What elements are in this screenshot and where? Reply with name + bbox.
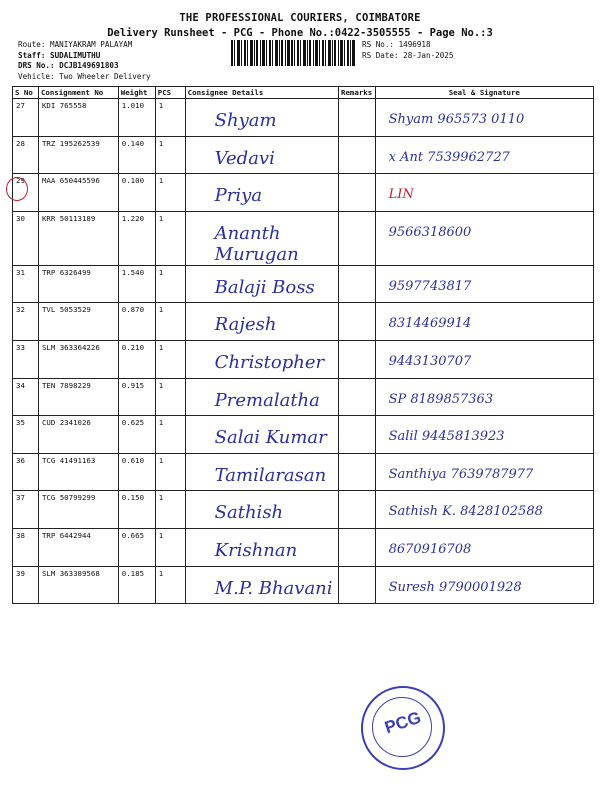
drs-label: DRS No.: DCJB149691803 <box>18 61 119 70</box>
meta-right <box>362 40 453 61</box>
cell-consignment: TRP 6442944 <box>38 528 118 566</box>
cell-sno: 39 <box>13 566 39 604</box>
cell-weight: 0.625 <box>118 416 155 454</box>
pcg-stamp <box>361 686 445 770</box>
cell-consignment: TRZ 195262539 <box>38 136 118 174</box>
cell-weight: 0.100 <box>118 174 155 212</box>
cell-remarks <box>338 211 375 265</box>
table-row <box>13 174 594 212</box>
handwritten-signature: 9443130707 <box>388 353 472 369</box>
cell-sno: 32 <box>13 303 39 341</box>
table-row <box>13 265 594 303</box>
handwritten-consignee: Priya <box>214 185 263 207</box>
cell-signature <box>375 211 593 265</box>
runsheet-title: THE PROFESSIONAL COURIERS, COIMBATORE <box>179 12 421 24</box>
cell-consignee <box>185 303 338 341</box>
cell-pcs: 1 <box>155 174 185 212</box>
route-label: Route: MANIYAKRAM PALAYAM <box>18 40 133 49</box>
handwritten-signature: Suresh 9790001928 <box>388 579 522 595</box>
table-row <box>13 453 594 491</box>
table-row <box>13 528 594 566</box>
cell-weight: 0.210 <box>118 340 155 378</box>
cell-remarks <box>338 136 375 174</box>
cell-signature <box>375 303 593 341</box>
table-row <box>13 340 594 378</box>
meta-left <box>18 40 151 82</box>
handwritten-consignee: Krishnan <box>214 539 298 561</box>
cell-pcs: 1 <box>155 99 185 137</box>
cell-signature <box>375 340 593 378</box>
barcode <box>231 40 356 66</box>
cell-consignment: KRR 50113189 <box>38 211 118 265</box>
handwritten-signature: Sathish K. 8428102588 <box>388 504 543 520</box>
handwritten-signature: Shyam 965573 0110 <box>388 112 525 127</box>
cell-consignee <box>185 99 338 137</box>
cell-signature <box>375 416 593 454</box>
cell-sno: 29 <box>13 174 39 212</box>
rs-number: RS No.: 1496918 <box>362 40 431 49</box>
cell-remarks <box>338 303 375 341</box>
cell-remarks <box>338 528 375 566</box>
table-row <box>13 416 594 454</box>
cell-consignee <box>185 174 338 212</box>
cell-weight: 0.915 <box>118 378 155 416</box>
cell-pcs: 1 <box>155 136 185 174</box>
handwritten-consignee: Ananth Murugan <box>214 222 299 265</box>
cell-consignee <box>185 528 338 566</box>
col-pcs: PCS <box>155 87 185 99</box>
cell-sno: 27 <box>13 99 39 137</box>
cell-consignment: SLM 363389568 <box>38 566 118 604</box>
cell-consignee <box>185 416 338 454</box>
col-signature: Seal & Signature <box>375 87 593 99</box>
rs-date: RS Date: 28-Jan-2025 <box>362 50 454 60</box>
cell-signature <box>375 265 593 303</box>
cell-pcs: 1 <box>155 453 185 491</box>
cell-pcs: 1 <box>155 265 185 303</box>
cell-consignment: SLM 363364226 <box>38 340 118 378</box>
handwritten-consignee: M.P. Bhavani <box>214 577 333 599</box>
table-row <box>13 303 594 341</box>
handwritten-signature: LIN <box>388 187 414 203</box>
handwritten-consignee: Rajesh <box>214 314 277 336</box>
table-header-row <box>13 87 594 99</box>
cell-remarks <box>338 265 375 303</box>
cell-weight: 0.185 <box>118 566 155 604</box>
cell-weight: 0.150 <box>118 491 155 529</box>
cell-sno: 36 <box>13 453 39 491</box>
cell-consignment: TRP 6326499 <box>38 265 118 303</box>
handwritten-signature: 9566318600 <box>388 224 472 240</box>
cell-remarks <box>338 453 375 491</box>
cell-signature <box>375 136 593 174</box>
cell-sno: 37 <box>13 491 39 529</box>
handwritten-consignee: Christopher <box>214 351 325 373</box>
stamp-text: PCG <box>382 707 424 738</box>
cell-consignee <box>185 340 338 378</box>
cell-consignee <box>185 265 338 303</box>
handwritten-consignee: Balaji Boss <box>214 276 315 298</box>
col-remarks: Remarks <box>338 87 375 99</box>
cell-signature <box>375 174 593 212</box>
cell-pcs: 1 <box>155 566 185 604</box>
table-row <box>13 99 594 137</box>
cell-remarks <box>338 174 375 212</box>
cell-consignment: CUD 2341026 <box>38 416 118 454</box>
runsheet-subtitle: Delivery Runsheet - PCG - Phone No.:0422-3505555 - Page No.:3 <box>107 27 493 39</box>
cell-remarks <box>338 99 375 137</box>
runsheet-table <box>12 86 594 604</box>
cell-pcs: 1 <box>155 303 185 341</box>
cell-pcs: 1 <box>155 211 185 265</box>
cell-consignment: MAA 650445596 <box>38 174 118 212</box>
cell-signature <box>375 99 593 137</box>
cell-remarks <box>338 416 375 454</box>
cell-consignee <box>185 491 338 529</box>
handwritten-signature: 9597743817 <box>388 278 472 294</box>
cell-consignee <box>185 211 338 265</box>
col-consignee: Consignee Details <box>185 87 338 99</box>
cell-sno: 38 <box>13 528 39 566</box>
vehicle-label: Vehicle: Two Wheeler Delivery <box>18 71 151 81</box>
col-weight: Weight <box>118 87 155 99</box>
handwritten-consignee: Shyam <box>214 110 277 131</box>
cell-signature <box>375 453 593 491</box>
handwritten-consignee: Vedavi <box>214 147 275 169</box>
cell-consignee <box>185 378 338 416</box>
table-row <box>13 566 594 604</box>
cell-remarks <box>338 378 375 416</box>
cell-weight: 1.010 <box>118 99 155 137</box>
cell-consignment: TVL 5053529 <box>38 303 118 341</box>
cell-pcs: 1 <box>155 378 185 416</box>
cell-consignee <box>185 136 338 174</box>
cell-signature <box>375 491 593 529</box>
cell-consignee <box>185 566 338 604</box>
cell-sno: 35 <box>13 416 39 454</box>
col-sno: S No <box>13 87 39 99</box>
table-row <box>13 136 594 174</box>
cell-weight: 0.665 <box>118 528 155 566</box>
table-row <box>13 378 594 416</box>
cell-sno: 30 <box>13 211 39 265</box>
col-consignment: Consignment No <box>38 87 118 99</box>
cell-consignment: TCG 50799299 <box>38 491 118 529</box>
handwritten-consignee: Salai Kumar <box>214 427 327 449</box>
cell-pcs: 1 <box>155 340 185 378</box>
cell-weight: 1.220 <box>118 211 155 265</box>
cell-signature <box>375 378 593 416</box>
red-circle-mark <box>6 177 28 201</box>
staff-label: Staff: SUDALIMUTHU <box>18 50 101 60</box>
handwritten-consignee: Sathish <box>214 502 284 524</box>
handwritten-signature: x Ant 7539962727 <box>388 149 510 165</box>
cell-remarks <box>338 491 375 529</box>
cell-sno: 28 <box>13 136 39 174</box>
cell-consignee <box>185 453 338 491</box>
handwritten-signature: SP 8189857363 <box>388 391 494 407</box>
cell-weight: 0.610 <box>118 453 155 491</box>
table-row <box>13 491 594 529</box>
cell-consignment: TEN 7898229 <box>38 378 118 416</box>
cell-pcs: 1 <box>155 416 185 454</box>
cell-remarks <box>338 340 375 378</box>
cell-signature <box>375 566 593 604</box>
cell-pcs: 1 <box>155 491 185 529</box>
cell-sno: 31 <box>13 265 39 303</box>
cell-consignment: TCG 41491163 <box>38 453 118 491</box>
handwritten-consignee: Tamilarasan <box>214 464 327 486</box>
cell-signature <box>375 528 593 566</box>
handwritten-signature: 8670916708 <box>388 541 472 557</box>
cell-remarks <box>338 566 375 604</box>
cell-weight: 0.140 <box>118 136 155 174</box>
cell-sno: 33 <box>13 340 39 378</box>
cell-consignment: KDI 765558 <box>38 99 118 137</box>
handwritten-signature: Santhiya 7639787977 <box>388 466 534 482</box>
cell-pcs: 1 <box>155 528 185 566</box>
handwritten-signature: 8314469914 <box>388 316 472 332</box>
table-row <box>13 211 594 265</box>
handwritten-consignee: Premalatha <box>214 389 320 411</box>
cell-weight: 1.540 <box>118 265 155 303</box>
handwritten-signature: Salil 9445813923 <box>388 429 505 445</box>
cell-sno: 34 <box>13 378 39 416</box>
cell-weight: 0.870 <box>118 303 155 341</box>
